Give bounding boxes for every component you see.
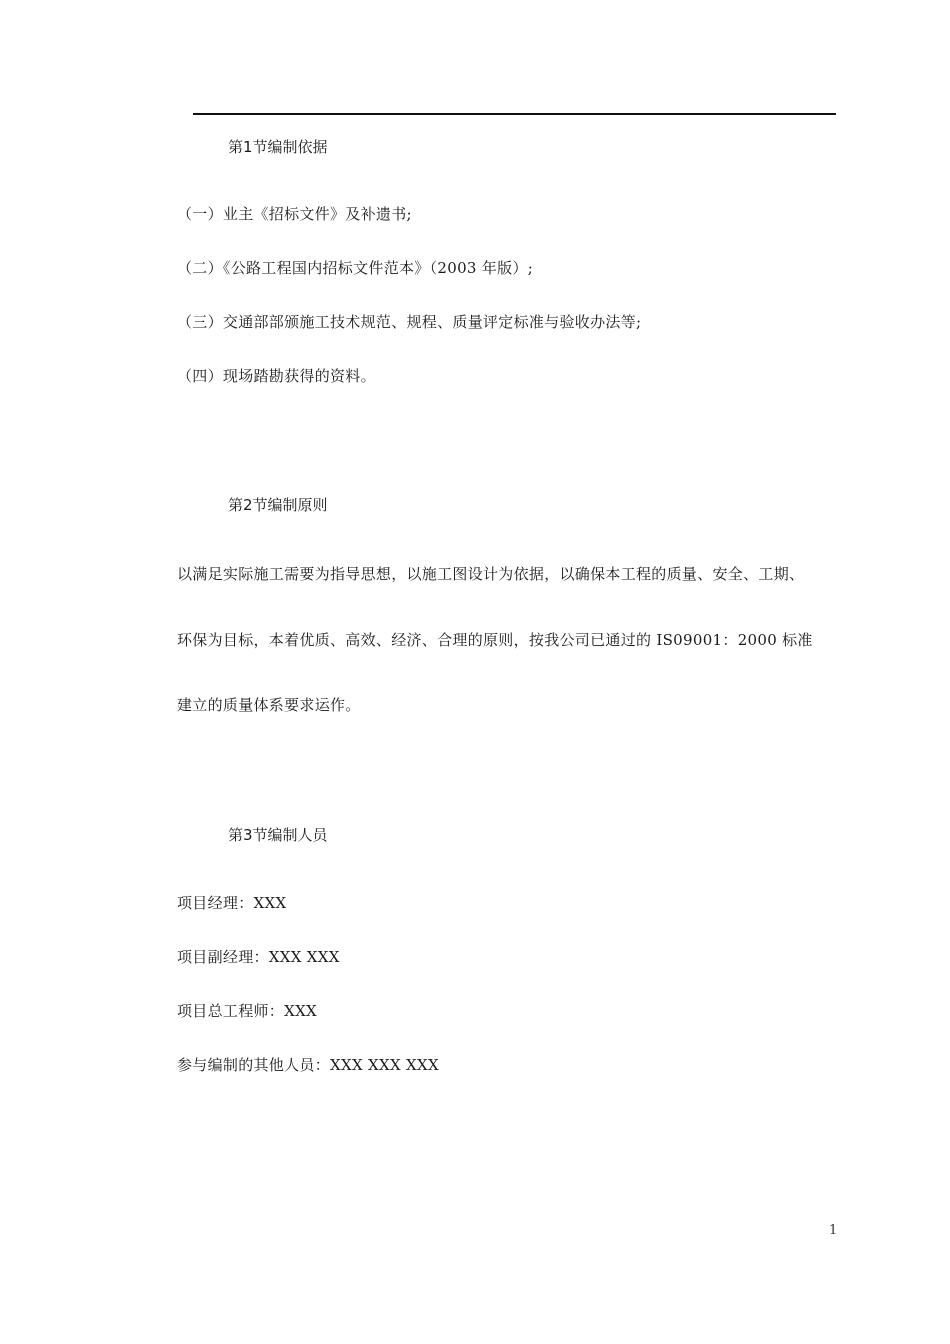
staff-deputy-manager: 项目副经理：XXX XXX xyxy=(177,948,340,966)
header-rule xyxy=(193,113,836,115)
section-1-heading: 第1节编制依据 xyxy=(228,138,328,156)
principle-line-1: 以满足实际施工需要为指导思想，以施工图设计为依据，以确保本工程的质量、安全、工期、 xyxy=(177,565,805,583)
staff-project-manager: 项目经理：XXX xyxy=(177,894,287,912)
basis-item-1: （一）业主《招标文件》及补遗书; xyxy=(177,205,412,223)
section-3-heading: 第3节编制人员 xyxy=(228,826,328,844)
section-2-heading: 第2节编制原则 xyxy=(228,496,328,514)
principle-line-2: 环保为目标，本着优质、高效、经济、合理的原则，按我公司已通过的 IS09001：2000 标准 xyxy=(177,631,813,649)
staff-other-members: 参与编制的其他人员：XXX XXX XXX xyxy=(177,1056,439,1074)
basis-item-4: （四）现场踏勘获得的资料。 xyxy=(177,367,376,385)
principle-line-3: 建立的质量体系要求运作。 xyxy=(177,696,361,714)
staff-chief-engineer: 项目总工程师：XXX xyxy=(177,1002,318,1020)
basis-item-2: （二）《公路工程国内招标文件范本》（2003 年版）; xyxy=(177,259,534,277)
page-number: 1 xyxy=(829,1223,838,1238)
basis-item-3: （三）交通部部颁施工技术规范、规程、质量评定标准与验收办法等; xyxy=(177,313,642,331)
